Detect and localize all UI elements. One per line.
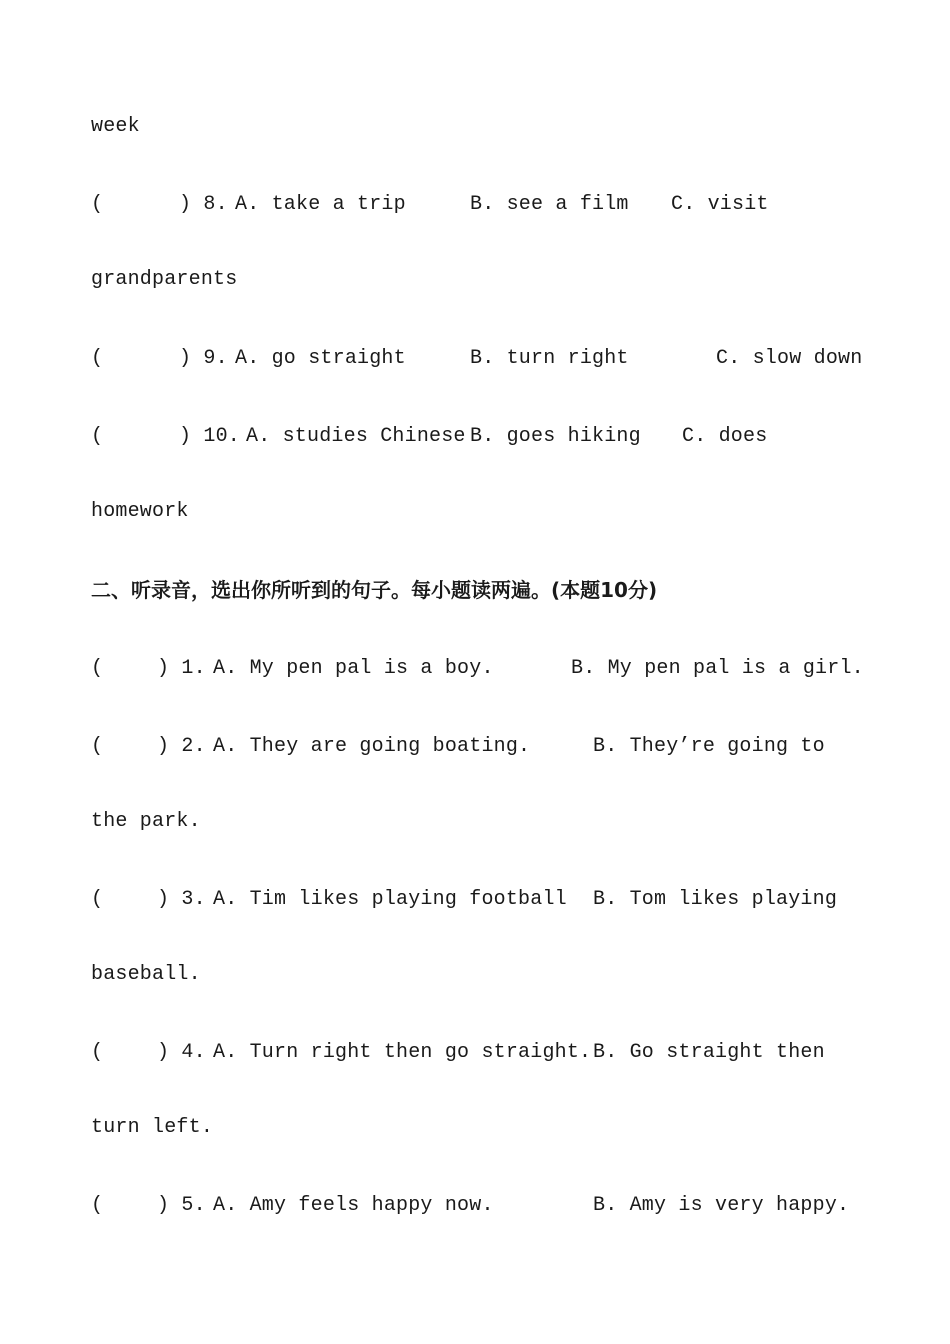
answer-paren-open: ( bbox=[91, 735, 104, 758]
answer-paren-open: ( bbox=[91, 193, 104, 216]
section-heading: 二、听录音，选出你所听到的句子。每小题读两遍。(本题10分) bbox=[91, 578, 658, 602]
text-line-turn-left: turn left. bbox=[91, 1116, 214, 1139]
answer-paren-open: ( bbox=[91, 657, 104, 680]
text-line-baseball: baseball. bbox=[91, 963, 201, 986]
option-a: A. They are going boating. bbox=[213, 735, 531, 758]
question-number: ) 9. bbox=[179, 347, 228, 370]
option-b: B. My pen pal is a girl. bbox=[571, 657, 864, 680]
text-line-week: week bbox=[91, 115, 140, 138]
answer-paren-open: ( bbox=[91, 1194, 104, 1217]
question-number: ) 8. bbox=[179, 193, 228, 216]
text-line-homework: homework bbox=[91, 500, 189, 523]
text-line-the-park: the park. bbox=[91, 810, 201, 833]
option-b: B. goes hiking bbox=[470, 425, 641, 448]
question-number: ) 5. bbox=[157, 1194, 206, 1217]
question-5 bbox=[91, 1194, 850, 1314]
question-number: ) 10. bbox=[179, 425, 241, 448]
option-b: B. They’re going to bbox=[593, 735, 825, 758]
option-a: A. go straight bbox=[235, 347, 406, 370]
option-b: B. Go straight then bbox=[593, 1041, 825, 1064]
option-c: C. visit bbox=[671, 193, 769, 216]
option-b: B. Tom likes playing bbox=[593, 888, 838, 911]
answer-paren-open: ( bbox=[91, 425, 104, 448]
answer-paren-open: ( bbox=[91, 1041, 104, 1064]
question-number: ) 1. bbox=[157, 657, 206, 680]
text-line-grandparents: grandparents bbox=[91, 268, 238, 291]
question-number: ) 2. bbox=[157, 735, 206, 758]
answer-paren-open: ( bbox=[91, 347, 104, 370]
option-b: B. Amy is very happy. bbox=[593, 1194, 850, 1217]
answer-paren-open: ( bbox=[91, 888, 104, 911]
option-a: A. Turn right then go straight. bbox=[213, 1041, 592, 1064]
question-number: ) 3. bbox=[157, 888, 206, 911]
option-a: A. Tim likes playing football bbox=[213, 888, 567, 911]
question-number: ) 4. bbox=[157, 1041, 206, 1064]
option-a: A. My pen pal is a boy. bbox=[213, 657, 494, 680]
option-a: A. studies Chinese bbox=[246, 425, 466, 448]
option-a: A. take a trip bbox=[235, 193, 406, 216]
option-b: B. see a film bbox=[470, 193, 629, 216]
option-b: B. turn right bbox=[470, 347, 629, 370]
option-a: A. Amy feels happy now. bbox=[213, 1194, 494, 1217]
option-c: C. slow down bbox=[716, 347, 863, 370]
option-c: C. does bbox=[682, 425, 768, 448]
